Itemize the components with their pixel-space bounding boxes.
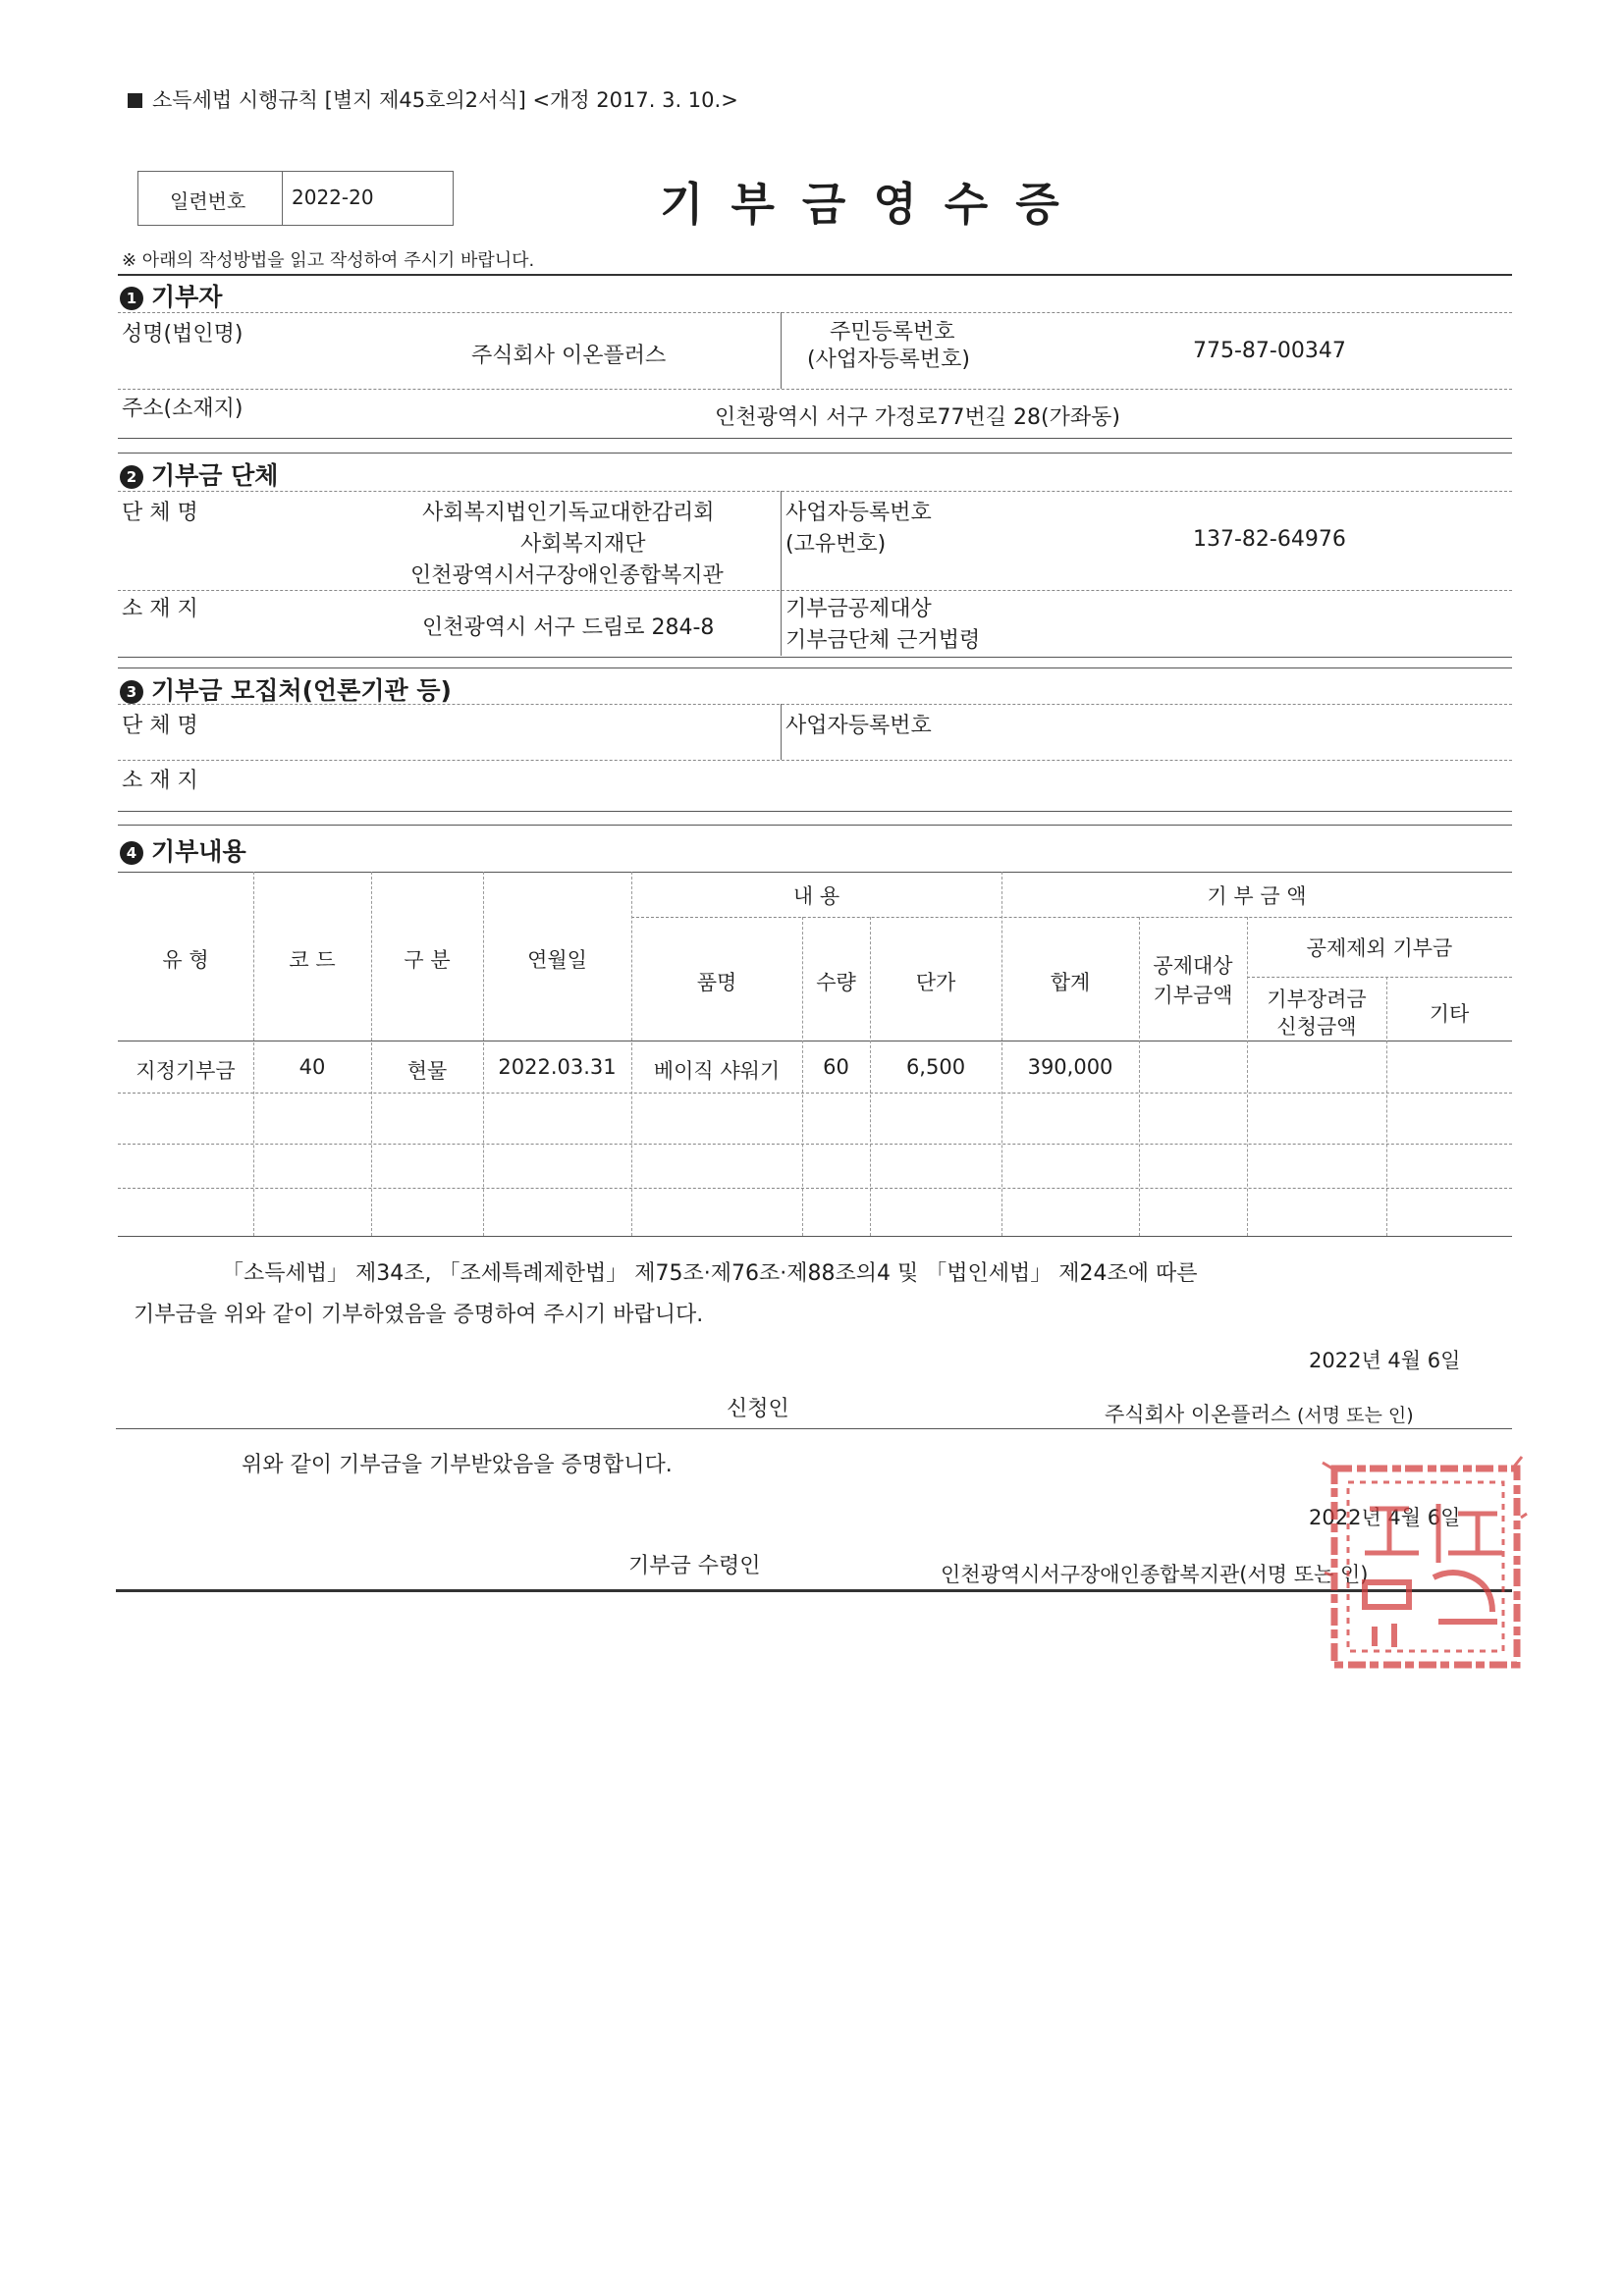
header-scholarship-2: 신청금액 — [1276, 1015, 1357, 1039]
table-bottom-line — [118, 1236, 1512, 1237]
org-basis-label-1: 기부금공제대상 — [785, 597, 932, 621]
row-unit-price: 6,500 — [905, 1055, 966, 1079]
document-bottom-line — [116, 1589, 1512, 1592]
row-code: 40 — [298, 1055, 326, 1079]
section1-header-line — [118, 312, 1512, 313]
donor-name-value: 주식회사 이온플러스 — [471, 344, 667, 368]
section1-top-line — [118, 274, 1512, 276]
row-qty: 60 — [823, 1055, 849, 1079]
org-location-value: 인천광역시 서구 드림로 284-8 — [422, 615, 715, 640]
recipient-name: 인천광역시서구장애인종합복지관 — [941, 1563, 1240, 1586]
form-reference-text: 소득세법 시행규칙 [별지 제45호의2서식] <개정 2017. 3. 10.> — [152, 88, 738, 112]
statement-line-1: 「소득세법」 제34조, 「조세특례제한법」 제75조·제76조·제88조의4 및 「법인세법」 제24조에 따른 — [222, 1261, 1198, 1286]
donor-regno-label-1: 주민등록번호 — [830, 320, 955, 345]
donor-regno-label-2: (사업자등록번호) — [807, 347, 970, 372]
square-bullet-icon — [128, 93, 142, 108]
table-col-line-3 — [483, 872, 484, 1236]
applicant-label: 신청인 — [727, 1397, 789, 1421]
collector-name-label: 단 체 명 — [122, 714, 198, 738]
table-col-line-2 — [371, 872, 372, 1236]
org-name-line-1: 사회복지법인기독교대한감리회 — [422, 501, 715, 525]
org-bizno-label-1: 사업자등록번호 — [785, 501, 932, 525]
table-subheader-line-1 — [631, 917, 1512, 918]
serial-number-box — [137, 171, 454, 226]
table-col-line-7 — [1001, 872, 1002, 1236]
collector-divider — [781, 704, 782, 760]
applicant-signature — [1105, 1399, 1414, 1428]
section1-bottom-line — [118, 438, 1512, 439]
donor-address-value: 인천광역시 서구 가정로77번길 28(가좌동) — [715, 405, 1120, 430]
header-type: 유 형 — [162, 948, 209, 972]
donor-address-label: 주소(소재지) — [122, 397, 243, 421]
header-qty: 수량 — [816, 971, 856, 994]
statement-line-2: 기부금을 위와 같이 기부하였음을 증명하여 주시기 바랍니다. — [134, 1303, 704, 1327]
header-unit-price: 단가 — [915, 971, 956, 994]
circle-number-4-icon: 4 — [120, 841, 143, 865]
recipient-label: 기부금 수령인 — [628, 1554, 761, 1578]
recipient-signature — [941, 1559, 1368, 1588]
circle-number-1-icon: 1 — [120, 287, 143, 310]
header-deductible-1: 공제대상 — [1153, 954, 1233, 978]
org-location-label: 소 재 지 — [122, 597, 198, 621]
circle-number-2-icon: 2 — [120, 465, 143, 489]
org-name-line-2: 사회복지재단 — [520, 532, 646, 557]
header-other: 기타 — [1429, 1002, 1470, 1026]
section2-top-line — [118, 453, 1512, 454]
org-name-line-3: 인천광역시서구장애인종합복지관 — [410, 563, 724, 588]
org-name-label: 단 체 명 — [122, 501, 198, 525]
instruction-note: ※ 아래의 작성방법을 읽고 작성하여 주시기 바랍니다. — [122, 250, 535, 271]
section2-bottom-line — [118, 657, 1512, 658]
circle-number-3-icon: 3 — [120, 680, 143, 704]
table-col-line-9 — [1247, 917, 1248, 1236]
collector-section-title: 기부금 모집처(언론기관 등) — [151, 676, 452, 705]
table-row-line-2 — [118, 1144, 1512, 1145]
org-section-heading — [120, 456, 278, 492]
header-code: 코 드 — [289, 948, 336, 972]
header-non-deductible: 공제제외 기부금 — [1306, 936, 1453, 960]
collector-row-line — [118, 760, 1512, 761]
serial-value: 2022-20 — [292, 186, 374, 209]
statement-divider — [116, 1428, 1512, 1429]
org-divider — [781, 491, 782, 656]
row-date: 2022.03.31 — [498, 1055, 617, 1079]
header-scholarship-1: 기부장려금 — [1267, 988, 1367, 1011]
application-date: 2022년 4월 6일 — [1309, 1349, 1461, 1372]
table-row-line-3 — [118, 1188, 1512, 1189]
table-row-line-1 — [118, 1093, 1512, 1094]
row-item: 베이직 샤워기 — [653, 1059, 781, 1083]
donor-section-title: 기부자 — [151, 283, 223, 311]
org-bizno-value: 137-82-64976 — [1193, 527, 1346, 552]
section4-top-line — [118, 825, 1512, 826]
header-content: 내 용 — [792, 884, 840, 908]
serial-divider — [282, 172, 283, 225]
details-section-title: 기부내용 — [151, 837, 246, 866]
org-basis-label-2: 기부금단체 근거법령 — [785, 628, 981, 653]
org-bizno-label-2: (고유번호) — [785, 532, 887, 557]
table-col-line-1 — [253, 872, 254, 1236]
serial-label: 일련번호 — [170, 189, 246, 213]
row-type: 지정기부금 — [135, 1059, 236, 1083]
donor-section-heading — [120, 278, 222, 313]
header-total: 합계 — [1050, 971, 1091, 994]
collector-location-label: 소 재 지 — [122, 769, 198, 793]
header-amount: 기 부 금 액 — [1207, 884, 1307, 908]
collector-section-heading — [120, 671, 452, 707]
section3-top-line — [118, 667, 1512, 668]
donor-row-line — [118, 389, 1512, 390]
donor-regno-value: 775-87-00347 — [1193, 339, 1346, 363]
collector-bizno-label: 사업자등록번호 — [785, 714, 932, 738]
details-section-heading — [120, 832, 246, 868]
official-seal-stamp-icon — [1321, 1455, 1532, 1681]
applicant-name: 주식회사 이온플러스 — [1105, 1403, 1291, 1426]
confirmation-date: 2022년 4월 6일 — [1309, 1506, 1461, 1529]
header-deductible-2: 기부금액 — [1153, 984, 1233, 1007]
applicant-sign-note: (서명 또는 인) — [1296, 1405, 1414, 1426]
donor-name-label: 성명(법인명) — [122, 322, 243, 347]
section3-header-line — [118, 704, 1512, 705]
org-section-title: 기부금 단체 — [151, 461, 279, 490]
donor-divider — [781, 312, 782, 389]
form-reference — [128, 84, 738, 114]
confirmation-line: 위와 같이 기부금을 기부받았음을 증명합니다. — [242, 1453, 673, 1477]
document-title: 기 부 금 영 수 증 — [660, 178, 1065, 231]
table-col-line-4 — [631, 872, 632, 1236]
header-date: 연월일 — [527, 948, 587, 972]
section2-header-line — [118, 491, 1512, 492]
section3-bottom-line — [118, 811, 1512, 812]
table-subheader-line-2 — [1247, 977, 1512, 978]
header-item: 품명 — [696, 971, 737, 994]
table-top-line — [118, 872, 1512, 873]
row-total: 390,000 — [1027, 1055, 1113, 1079]
header-category: 구 분 — [404, 948, 451, 972]
row-category: 현물 — [406, 1059, 448, 1083]
recipient-sign-note: (서명 또는 인) — [1239, 1563, 1369, 1586]
org-row-line — [118, 590, 1512, 591]
